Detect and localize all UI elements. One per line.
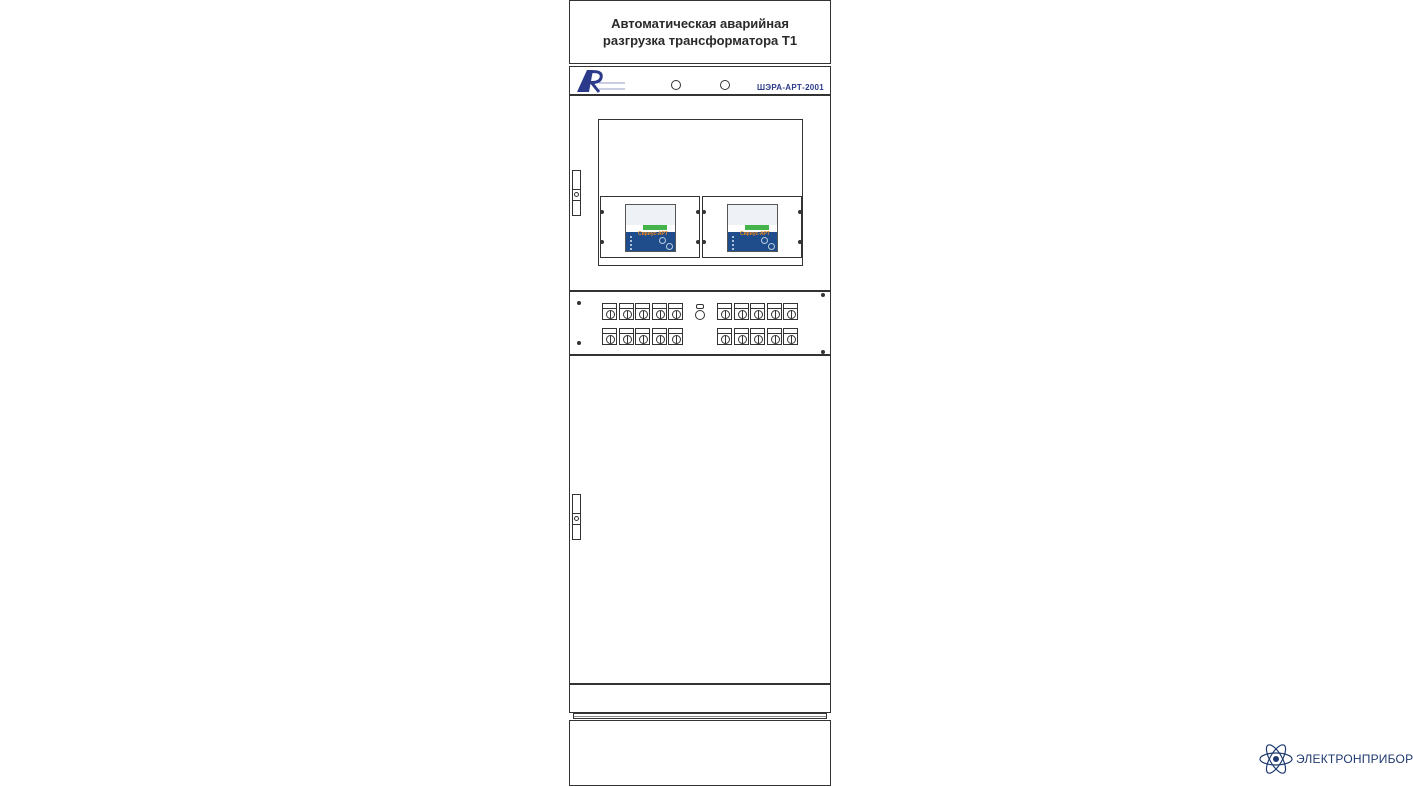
terminal-switch[interactable] xyxy=(750,303,765,320)
bottom-trim xyxy=(569,684,831,713)
cabinet-model: ШЭРА-АРТ-2001 xyxy=(757,83,825,92)
terminal-switch[interactable] xyxy=(619,303,634,320)
terminal-switch[interactable] xyxy=(767,328,782,345)
terminal-switch[interactable] xyxy=(635,328,650,345)
test-switch[interactable] xyxy=(695,304,705,320)
indicator-lamp-2 xyxy=(720,80,730,90)
atom-icon xyxy=(1258,741,1294,777)
terminal-switch[interactable] xyxy=(717,328,732,345)
terminal-switch[interactable] xyxy=(652,328,667,345)
upper-door[interactable] xyxy=(569,95,831,291)
terminal-switch[interactable] xyxy=(602,303,617,320)
indicator-lamp-1 xyxy=(671,80,681,90)
plinth-rail xyxy=(573,713,827,719)
footer-brand: ЭЛЕКТРОНПРИБОР xyxy=(1296,752,1413,766)
lower-door[interactable] xyxy=(569,355,831,684)
relay-mount-1 xyxy=(600,196,700,258)
title-panel xyxy=(569,0,831,64)
relay-brand-2: Сириус-АРТ xyxy=(740,231,770,237)
company-logo xyxy=(575,68,627,94)
terminal-switch[interactable] xyxy=(668,328,683,345)
relay-brand-1: Сириус-АРТ xyxy=(638,231,668,237)
terminal-switch[interactable] xyxy=(734,328,749,345)
door-handle-upper[interactable] xyxy=(572,170,581,216)
footer-brand-block xyxy=(1258,741,1413,779)
terminal-panel xyxy=(569,291,831,355)
terminal-switch[interactable] xyxy=(635,303,650,320)
terminal-switch[interactable] xyxy=(783,303,798,320)
cabinet-title-line2: разгрузка трансформатора Т1 xyxy=(602,33,798,48)
relay-device-1 xyxy=(625,204,676,252)
header-strip xyxy=(569,66,831,95)
terminal-switch[interactable] xyxy=(668,303,683,320)
terminal-switch[interactable] xyxy=(767,303,782,320)
terminal-switch[interactable] xyxy=(652,303,667,320)
terminal-switch[interactable] xyxy=(717,303,732,320)
terminal-switch[interactable] xyxy=(734,303,749,320)
relay-mount-2 xyxy=(702,196,802,258)
terminal-switch[interactable] xyxy=(783,328,798,345)
plinth xyxy=(569,720,831,786)
cabinet-title-line1: Автоматическая аварийная xyxy=(611,16,789,31)
relay-device-2 xyxy=(727,204,778,252)
door-handle-lower[interactable] xyxy=(572,494,581,540)
terminal-switch[interactable] xyxy=(750,328,765,345)
terminal-switch[interactable] xyxy=(602,328,617,345)
terminal-switch[interactable] xyxy=(619,328,634,345)
relay-window xyxy=(598,119,803,266)
